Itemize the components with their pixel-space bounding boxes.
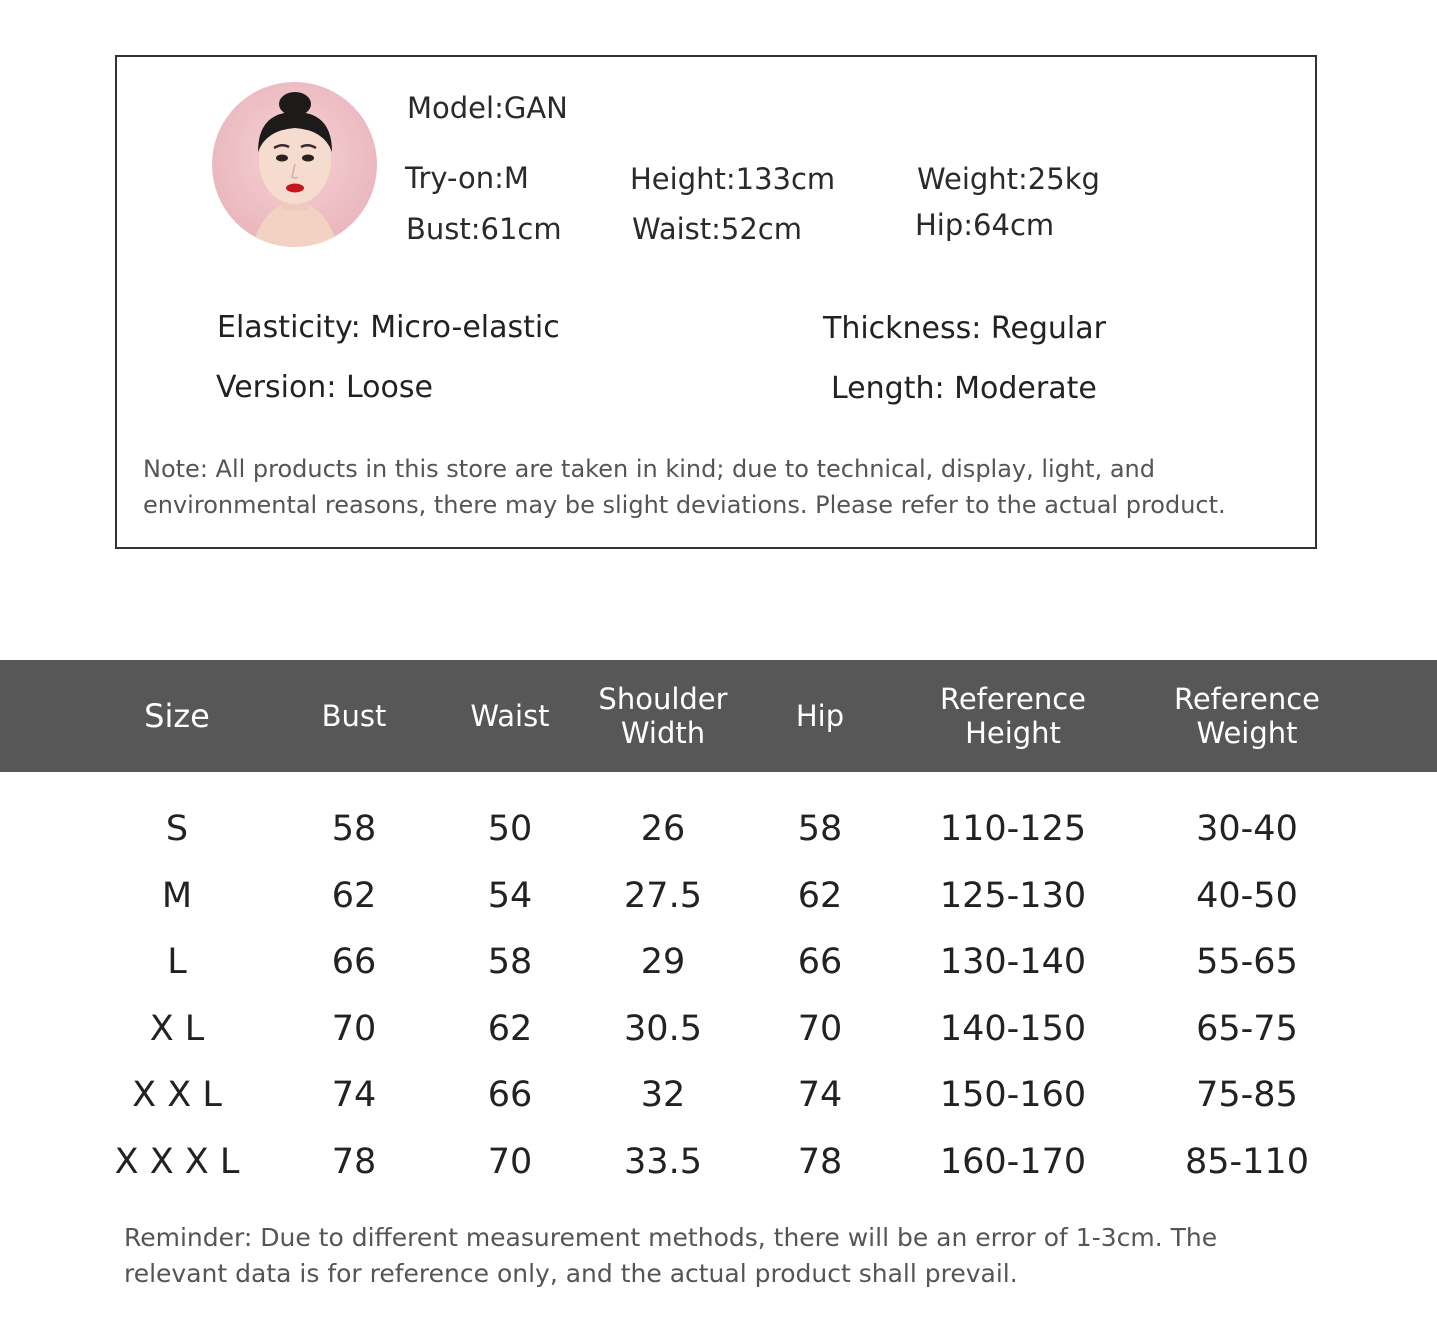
cell-hip: 74 xyxy=(797,1075,843,1115)
model-portrait-icon xyxy=(212,82,377,247)
cell-shoulder-width: 26 xyxy=(640,809,686,849)
model-hip: Hip:64cm xyxy=(915,208,1055,242)
attribute-length: Length: Moderate xyxy=(831,371,1097,406)
cell-reference-height: 150-160 xyxy=(939,1075,1087,1115)
cell-reference-height: 110-125 xyxy=(939,809,1087,849)
header-shoulder-width: Shoulder Width xyxy=(598,682,728,750)
model-height: Height:133cm xyxy=(630,162,836,196)
cell-hip: 78 xyxy=(797,1142,843,1182)
cell-bust: 74 xyxy=(331,1075,377,1115)
cell-reference-weight: 40-50 xyxy=(1196,876,1298,916)
model-bust: Bust:61cm xyxy=(406,212,562,246)
cell-hip: 62 xyxy=(797,876,843,916)
cell-bust: 58 xyxy=(331,809,377,849)
model-avatar xyxy=(212,82,377,247)
header-hip: Hip xyxy=(795,699,845,733)
header-waist: Waist xyxy=(470,699,550,733)
model-name: Model:GAN xyxy=(407,91,568,125)
cell-reference-weight: 85-110 xyxy=(1185,1142,1309,1182)
table-row xyxy=(0,799,1437,859)
table-row xyxy=(0,866,1437,926)
table-row xyxy=(0,932,1437,992)
attribute-elasticity: Elasticity: Micro-elastic xyxy=(217,310,560,345)
cell-hip: 70 xyxy=(797,1009,843,1049)
cell-reference-height: 130-140 xyxy=(939,942,1087,982)
reminder-text: Reminder: Due to different measurement methods, there will be an error of 1-3cm. The relevant data is for reference only, and the actual product shall prevail. xyxy=(124,1223,1218,1288)
cell-waist: 50 xyxy=(487,809,533,849)
cell-waist: 66 xyxy=(487,1075,533,1115)
cell-size: M xyxy=(161,876,193,916)
cell-reference-weight: 55-65 xyxy=(1196,942,1298,982)
cell-reference-weight: 65-75 xyxy=(1196,1009,1298,1049)
table-row xyxy=(0,1132,1437,1192)
cell-shoulder-width: 27.5 xyxy=(624,876,702,916)
attribute-thickness: Thickness: Regular xyxy=(823,311,1106,346)
cell-size: X L xyxy=(149,1009,205,1049)
model-weight: Weight:25kg xyxy=(917,162,1100,196)
cell-size: S xyxy=(165,809,189,849)
cell-reference-height: 125-130 xyxy=(939,876,1087,916)
cell-hip: 66 xyxy=(797,942,843,982)
cell-waist: 70 xyxy=(487,1142,533,1182)
cell-bust: 62 xyxy=(331,876,377,916)
header-reference-weight: Reference Weight xyxy=(1173,682,1321,750)
cell-waist: 54 xyxy=(487,876,533,916)
header-reference-height: Reference Height xyxy=(939,682,1087,750)
size-table-header xyxy=(0,660,1437,772)
cell-hip: 58 xyxy=(797,809,843,849)
cell-size: X X L xyxy=(132,1075,222,1115)
cell-bust: 66 xyxy=(331,942,377,982)
header-bust: Bust xyxy=(321,699,387,733)
model-try-on: Try-on:M xyxy=(405,161,529,195)
table-row xyxy=(0,1065,1437,1125)
table-row xyxy=(0,999,1437,1059)
cell-shoulder-width: 30.5 xyxy=(624,1009,702,1049)
note-text: Note: All products in this store are taken in kind; due to technical, display, light, and environmental reasons, there may be slight deviations. Please refer to the actual product. xyxy=(143,455,1226,519)
cell-shoulder-width: 33.5 xyxy=(624,1142,702,1182)
cell-size: L xyxy=(167,942,187,982)
cell-shoulder-width: 29 xyxy=(640,942,686,982)
cell-reference-height: 160-170 xyxy=(939,1142,1087,1182)
model-info-box xyxy=(115,55,1317,549)
cell-waist: 58 xyxy=(487,942,533,982)
attribute-version: Version: Loose xyxy=(216,370,433,405)
header-size: Size xyxy=(144,697,210,735)
cell-size: X X X L xyxy=(114,1142,240,1182)
cell-shoulder-width: 32 xyxy=(640,1075,686,1115)
cell-reference-weight: 75-85 xyxy=(1196,1075,1298,1115)
cell-bust: 70 xyxy=(331,1009,377,1049)
model-waist: Waist:52cm xyxy=(632,212,802,246)
cell-waist: 62 xyxy=(487,1009,533,1049)
cell-reference-weight: 30-40 xyxy=(1196,809,1298,849)
cell-reference-height: 140-150 xyxy=(939,1009,1087,1049)
cell-bust: 78 xyxy=(331,1142,377,1182)
